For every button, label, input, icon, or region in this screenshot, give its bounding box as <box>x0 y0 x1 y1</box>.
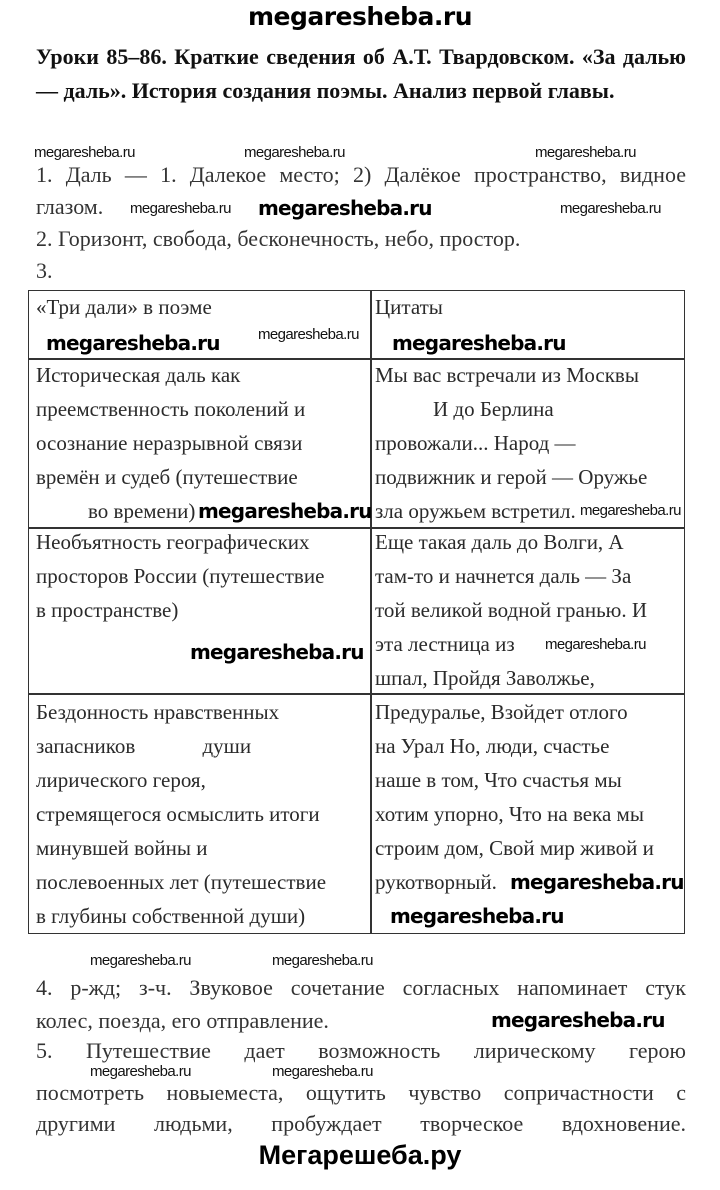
cell-line: Мы вас встречали из Москвы <box>375 363 639 387</box>
cell-line: хотим упорно, Что на века мы <box>375 802 644 826</box>
cell-line: послевоенных лет (путешествие <box>36 870 327 894</box>
watermark: megaresheba.ru <box>198 499 372 523</box>
watermark: megaresheba.ru <box>190 640 364 664</box>
lesson-title: Уроки 85–86. Краткие сведения об А.Т. Твардовском. «За далью — даль». История создания поэмы. Анализ первой главы. <box>36 44 686 103</box>
watermark: megaresheba.ru <box>46 331 220 355</box>
row-3-left <box>36 695 326 933</box>
site-footer: Мегарешеба.ру <box>258 1140 462 1170</box>
cell-line: в глубины собственной души) <box>36 904 306 928</box>
cell-line: осознание неразрывной связи <box>36 431 303 455</box>
answer-2: 2. Горизонт, свобода, бесконечность, небо, простор. <box>36 226 521 251</box>
cell-line: шпал, Пройдя Заволжье, <box>375 666 595 690</box>
cell-line: провожали... Народ — <box>375 431 576 455</box>
watermark: megaresheba.ru <box>258 326 359 343</box>
cell-line: подвижник и герой — Оружье <box>375 465 648 489</box>
watermark: megaresheba.ru <box>390 904 564 928</box>
cell-line: минувшей войны и <box>36 836 208 860</box>
answer-4-line-2: колес, поезда, его отправление. <box>36 1008 329 1033</box>
cell-line: наше в том, Что счастья мы <box>375 768 622 792</box>
answer-3: 3. <box>36 258 53 283</box>
watermark: megaresheba.ru <box>90 952 191 969</box>
cell-line: Историческая даль как <box>36 363 241 387</box>
cell-line: запасников души <box>36 734 252 758</box>
cell-line: рукотворный. <box>375 870 497 894</box>
cell-line: просторов России (путешествие <box>36 564 325 588</box>
site-header: megaresheba.ru <box>247 2 473 31</box>
watermark: megaresheba.ru <box>90 1063 191 1080</box>
watermark: megaresheba.ru <box>272 1063 373 1080</box>
watermark: megaresheba.ru <box>244 144 345 161</box>
cell-line: времён и судеб (путешествие <box>36 465 298 489</box>
cell-line: на Урал Но, люди, счастье <box>375 734 610 758</box>
header-cell: Цитаты <box>375 295 443 319</box>
watermark: megaresheba.ru <box>510 870 684 894</box>
row-3-right <box>375 695 654 899</box>
answer-5-line-2: посмотреть новыеместа, ощутить чувство сопричастности с <box>36 1080 686 1105</box>
cell-line: Необъятность географических <box>36 530 310 554</box>
row-2-right <box>375 525 647 695</box>
watermark: megaresheba.ru <box>392 331 566 355</box>
cell-line: той великой водной гранью. И <box>375 598 648 622</box>
cell-line: лирического героя, <box>36 768 206 792</box>
cell-line: преемственность поколений и <box>36 397 306 421</box>
watermark: megaresheba.ru <box>535 144 636 161</box>
cell-line: эта лестница из <box>375 632 515 656</box>
watermark: megaresheba.ru <box>130 200 231 217</box>
watermark: megaresheba.ru <box>34 144 135 161</box>
table-column-divider <box>370 290 372 934</box>
answer-1-line-1: 1. Даль — 1. Далекое место; 2) Далёкое пространство, видное <box>36 162 686 187</box>
cell-line: стремящегося осмыслить итоги <box>36 802 320 826</box>
cell-line: строим дом, Свой мир живой и <box>375 836 654 860</box>
answer-5-line-3: другими людьми, пробуждает творческое вдохновение. <box>36 1111 686 1136</box>
watermark: megaresheba.ru <box>272 952 373 969</box>
table-header-left <box>36 290 212 324</box>
cell-line: зла оружьем встретил. <box>375 499 576 523</box>
cell-line: Еще такая даль до Волги, А <box>375 530 624 554</box>
watermark: megaresheba.ru <box>491 1008 665 1032</box>
cell-line: во времени) <box>88 499 196 523</box>
answer-5-line-1: 5. Путешествие дает возможность лирическому герою <box>36 1038 686 1063</box>
cell-line: И до Берлина <box>433 397 554 421</box>
watermark: megaresheba.ru <box>560 200 661 217</box>
answer-4-line-1: 4. р-жд; з-ч. Звуковое сочетание согласных напоминает стук <box>36 975 686 1000</box>
watermark: megaresheba.ru <box>545 636 646 653</box>
table-header-right <box>375 290 443 324</box>
watermark: megaresheba.ru <box>580 502 681 519</box>
cell-line: Предуралье, Взойдет отлого <box>375 700 628 724</box>
header-cell: «Три дали» в поэме <box>36 295 212 319</box>
cell-line: там-то и начнется даль — За <box>375 564 632 588</box>
row-2-left <box>36 525 324 627</box>
cell-line: в пространстве) <box>36 598 179 622</box>
cell-line: Бездонность нравственных <box>36 700 280 724</box>
answer-1-line-2: глазом. <box>36 194 104 219</box>
watermark: megaresheba.ru <box>258 196 432 220</box>
